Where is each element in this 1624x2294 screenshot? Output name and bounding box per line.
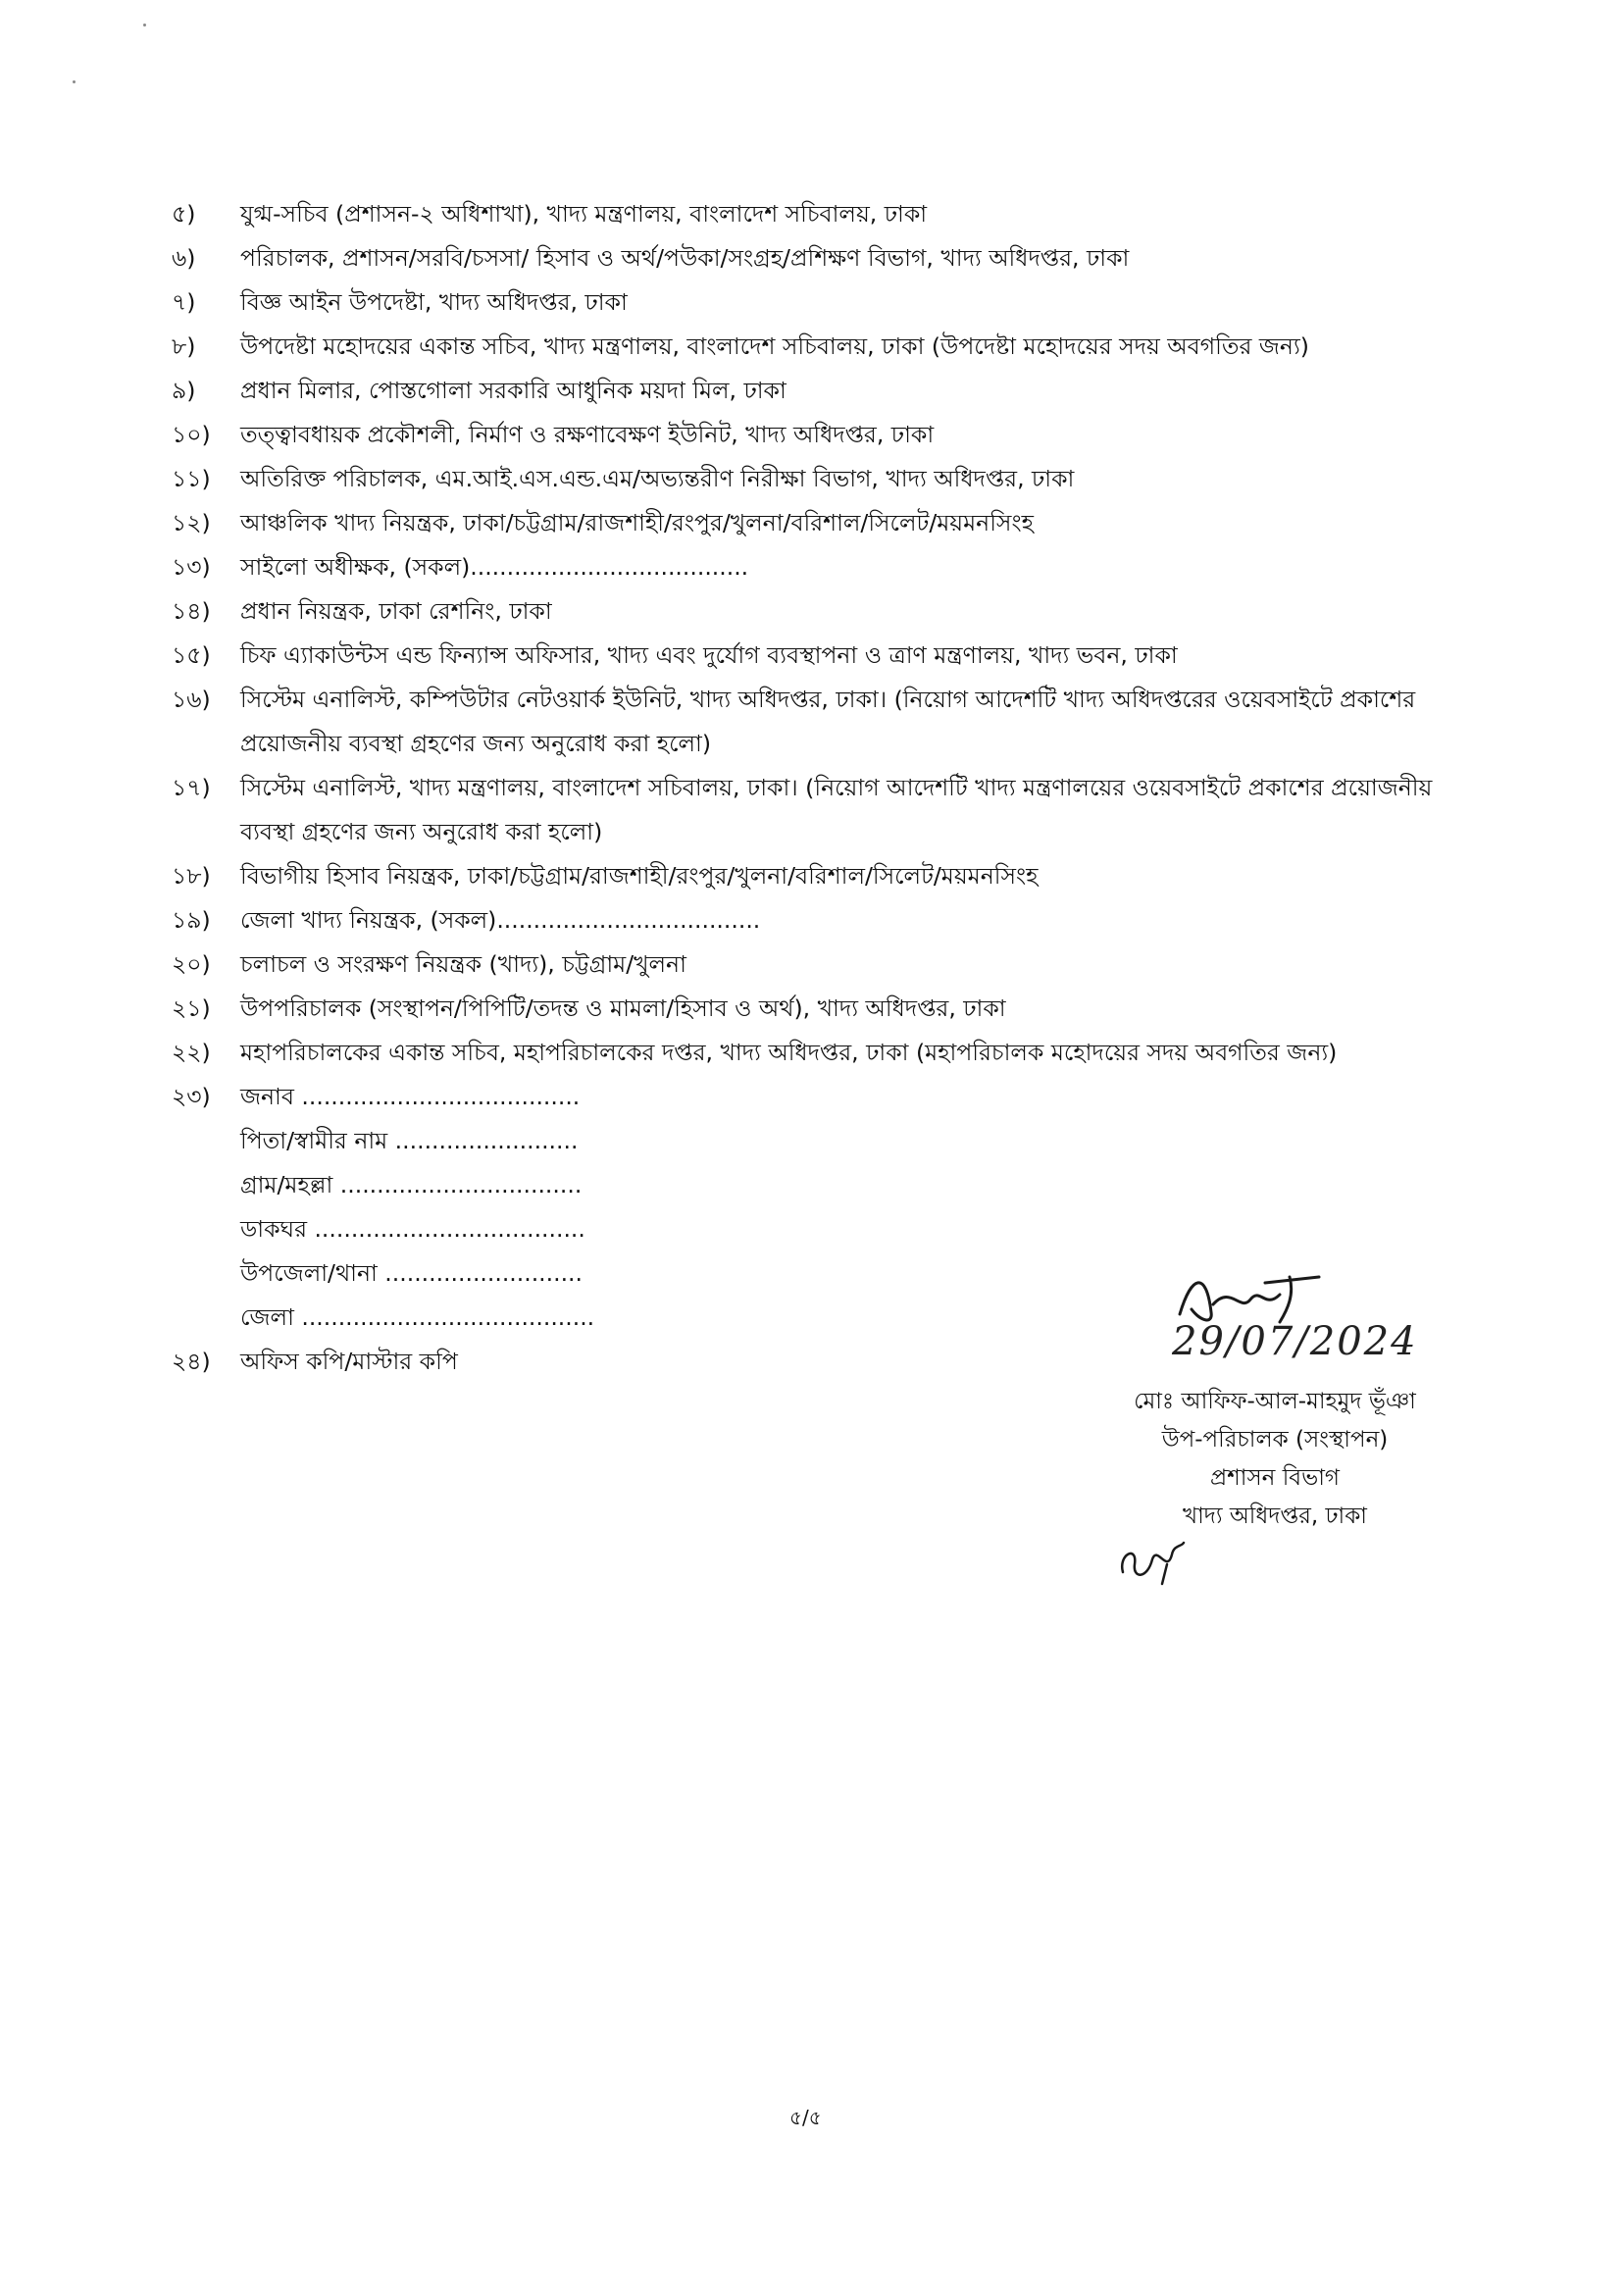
list-item — [172, 987, 1486, 1031]
item-text: সাইলো অধীক্ষক, (সকল)...................................... — [240, 553, 749, 581]
item-number: ১৫) — [172, 641, 211, 669]
initial-scribble — [1113, 1535, 1201, 1589]
list-item — [172, 501, 1486, 545]
item-text: পরিচালক, প্রশাসন/সরবি/চসসা/ হিসাব ও অর্থ/পউকা/সংগ্রহ/প্রশিক্ষণ বিভাগ, খাদ্য অধিদপ্তর, ঢাকা — [240, 244, 1130, 272]
item-text: সিস্টেম এনালিস্ট, খাদ্য মন্ত্রণালয়, বাংলাদেশ সচিবালয়, ঢাকা। (নিয়োগ আদেশটি খাদ্য মন্ত্রণালয়ের ওয়েবসাইটে প্রকাশের প্রয়োজনীয় ব্যবস্থা গ্রহণের জন্য অনুরোধ করা হলো) — [240, 774, 1433, 845]
item-text: যুগ্ম-সচিব (প্রশাসন-২ অধিশাখা), খাদ্য মন্ত্রণালয়, বাংলাদেশ সচিবালয়, ঢাকা — [240, 200, 928, 228]
list-item — [172, 766, 1486, 854]
list-item — [172, 457, 1486, 501]
item-text: অফিস কপি/মাস্টার কপি — [240, 1348, 458, 1375]
village-line: গ্রাম/মহল্লা ................................. — [240, 1171, 583, 1198]
scan-speck — [143, 24, 146, 26]
item-text: বিজ্ঞ আইন উপদেষ্টা, খাদ্য অধিদপ্তর, ঢাকা — [240, 288, 628, 316]
item-number: ১৪) — [172, 597, 211, 625]
item-number: ১৮) — [172, 862, 211, 890]
item-number: ২৪) — [172, 1348, 211, 1375]
item-text: আঞ্চলিক খাদ্য নিয়ন্ত্রক, ঢাকা/চট্টগ্রাম/রাজশাহী/রংপুর/খুলনা/বরিশাল/সিলেট/ময়মনসিংহ — [240, 509, 1034, 536]
distribution-list — [172, 192, 1486, 1384]
item-number: ২৩) — [172, 1083, 211, 1110]
list-item — [172, 369, 1486, 413]
item-text: বিভাগীয় হিসাব নিয়ন্ত্রক, ঢাকা/চট্টগ্রাম/রাজশাহী/রংপুর/খুলনা/বরিশাল/সিলেট/ময়মনসিংহ — [240, 862, 1039, 890]
list-item — [172, 589, 1486, 634]
list-item — [172, 236, 1486, 280]
item-number: ৭) — [172, 288, 196, 316]
signature-block — [1108, 1383, 1442, 1536]
item-text: উপদেষ্টা মহোদয়ের একান্ত সচিব, খাদ্য মন্ত্রণালয়, বাংলাদেশ সচিবালয়, ঢাকা (উপদেষ্টা মহোদয়ের সদয় অবগতির জন্য) — [240, 332, 1309, 360]
list-item — [172, 280, 1486, 325]
list-item — [172, 325, 1486, 369]
district-line: জেলা ........................................ — [240, 1303, 595, 1331]
scan-speck — [73, 80, 76, 83]
item-number: ৮) — [172, 332, 196, 360]
item-text: তত্ত্বাবধায়ক প্রকৌশলী, নির্মাণ ও রক্ষণাবেক্ষণ ইউনিট, খাদ্য অধিদপ্তর, ঢাকা — [240, 421, 935, 448]
item-text: জেলা খাদ্য নিয়ন্ত্রক, (সকল).................................... — [240, 906, 761, 934]
item-number: ১৬) — [172, 686, 211, 713]
list-item — [172, 898, 1486, 943]
item-number: ১০) — [172, 421, 211, 448]
list-item — [172, 854, 1486, 898]
list-item — [172, 413, 1486, 457]
list-item-23 — [172, 1075, 1486, 1119]
item-number: ৬) — [172, 244, 196, 272]
signature-date: 29/07/2024 — [1172, 1319, 1418, 1364]
item-number: ১৩) — [172, 553, 211, 581]
item-number: ২২) — [172, 1039, 211, 1066]
list-item — [172, 1031, 1486, 1075]
item-text: উপপরিচালক (সংস্থাপন/পিপিটি/তদন্ত ও মামলা/হিসাব ও অর্থ), খাদ্য অধিদপ্তর, ঢাকা — [240, 994, 1006, 1022]
item-number: ৯) — [172, 377, 196, 404]
item-number: ২১) — [172, 994, 211, 1022]
item-text: অতিরিক্ত পরিচালক, এম.আই.এস.এন্ড.এম/অভ্যন্তরীণ নিরীক্ষা বিভাগ, খাদ্য অধিদপ্তর, ঢাকা — [240, 465, 1075, 492]
list-item — [172, 634, 1486, 678]
item-text: চলাচল ও সংরক্ষণ নিয়ন্ত্রক (খাদ্য), চট্টগ্রাম/খুলনা — [240, 950, 686, 978]
list-item — [172, 678, 1486, 766]
item-text: প্রধান মিলার, পোস্তগোলা সরকারি আধুনিক ময়দা মিল, ঢাকা — [240, 377, 787, 404]
upazila-line: উপজেলা/থানা ........................... — [240, 1259, 584, 1287]
item-number: ৫) — [172, 200, 196, 228]
item-number: ১৭) — [172, 774, 211, 801]
item-number: ১২) — [172, 509, 211, 536]
father-husband-name-line: পিতা/স্বামীর নাম ......................... — [240, 1127, 579, 1154]
list-item — [172, 192, 1486, 236]
post-office-line: ডাকঘর ..................................... — [240, 1215, 585, 1243]
list-item — [172, 943, 1486, 987]
signatory-designation: উপ-পরিচালক (সংস্থাপন) — [1161, 1427, 1389, 1453]
signatory-name: মোঃ আফিফ-আল-মাহমুদ ভূঁঞা — [1134, 1389, 1416, 1414]
signatory-office: খাদ্য অধিদপ্তর, ঢাকা — [1183, 1504, 1367, 1529]
signatory-section: প্রশাসন বিভাগ — [1210, 1465, 1340, 1491]
item-number: ১১) — [172, 465, 211, 492]
page-number: ৫/৫ — [789, 2106, 822, 2129]
addressee-name-line: জনাব ...................................... — [240, 1083, 581, 1110]
item-number: ২০) — [172, 950, 211, 978]
item-text: প্রধান নিয়ন্ত্রক, ঢাকা রেশনিং, ঢাকা — [240, 597, 552, 625]
list-item — [172, 545, 1486, 589]
item-text: মহাপরিচালকের একান্ত সচিব, মহাপরিচালকের দপ্তর, খাদ্য অধিদপ্তর, ঢাকা (মহাপরিচালক মহোদয়ের সদয় অবগতির জন্য) — [240, 1039, 1338, 1066]
item-number: ১৯) — [172, 906, 211, 934]
item-text: চিফ এ্যাকাউন্টস এন্ড ফিন্যান্স অফিসার, খাদ্য এবং দুর্যোগ ব্যবস্থাপনা ও ত্রাণ মন্ত্রণালয়, খাদ্য ভবন, ঢাকা — [240, 641, 1178, 669]
item-text: সিস্টেম এনালিস্ট, কম্পিউটার নেটওয়ার্ক ইউনিট, খাদ্য অধিদপ্তর, ঢাকা। (নিয়োগ আদেশটি খাদ্য অধিদপ্তরের ওয়েবসাইটে প্রকাশের প্রয়োজনীয় ব্যবস্থা গ্রহণের জন্য অনুরোধ করা হলো) — [240, 686, 1416, 757]
